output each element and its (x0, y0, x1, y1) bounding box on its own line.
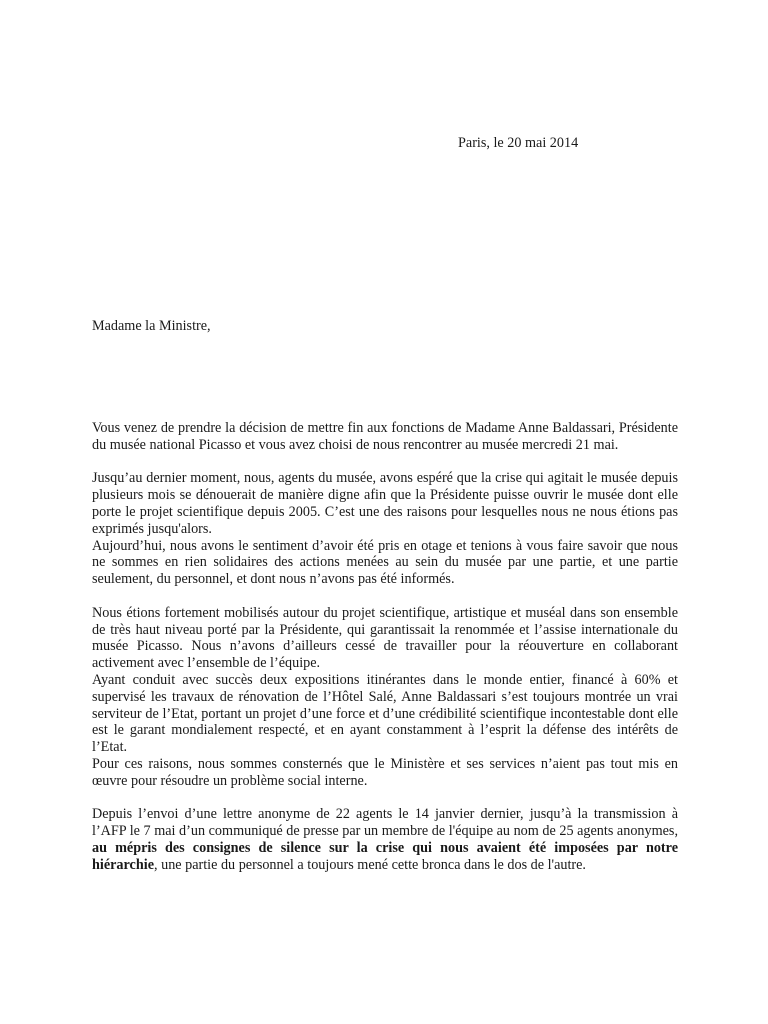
paragraph-anonymous-letter-start: Depuis l’envoi d’une lettre anonyme de 22 agents le 14 janvier dernier, jusqu’à la transmission à l’AFP le 7 mai d’un communiqué de presse par un membre de l'équipe au nom de 25 agents anonymes, (92, 806, 678, 840)
paragraph-gap (92, 454, 678, 471)
paragraph-hope: Jusqu’au dernier moment, nous, agents du musée, avons espéré que la crise qui agitait le musée depuis plusieurs mois se dénouerait de manière digne afin que la Présidente puisse ouvrir le musée dont elle porte le projet scientifique depuis 2005. C’est une des raisons pour lesquelles nous ne nous étions pas exprimés jusqu'alors. (92, 470, 678, 537)
paragraph-anonymous-letter-end: , une partie du personnel a toujours mené cette bronca dans le dos de l'autre. (154, 856, 586, 873)
paragraph-anonymous-letter (92, 806, 678, 873)
paragraph-consternation: Pour ces raisons, nous sommes consternés que le Ministère et ses services n’aient pas tout mis en œuvre pour résoudre un problème social interne. (92, 755, 678, 789)
paragraph-gap (92, 790, 678, 807)
letter-date: Paris, le 20 mai 2014 (458, 135, 579, 151)
paragraph-hostage: Aujourd’hui, nous avons le sentiment d’avoir été pris en otage et tenions à vous faire savoir que nous ne sommes en rien solidaires des actions menées au sein du musée par une partie, et une partie seulement, du personnel, et dont nous n’avons pas été informés. (92, 537, 678, 588)
letter-body (92, 420, 678, 874)
letter-salutation: Madame la Ministre, (92, 318, 211, 334)
paragraph-achievements: Ayant conduit avec succès deux expositions itinérantes dans le monde entier, financé à 60% et supervisé les travaux de rénovation de l’Hôtel Salé, Anne Baldassari s’est toujours montrée un vrai serviteur de l’Etat, portant un projet d’une force et d’une crédibilité scientifique incontestable dont elle est le garant mondialement respecté, et en ayant constamment à l’esprit la défense des intérêts de l’Etat. (92, 671, 678, 756)
paragraph-gap (92, 588, 678, 605)
paragraph-anonymous-letter-emphasis: au mépris des consignes de silence sur la crise qui nous avaient été imposées par notre hiérarchie (92, 839, 678, 873)
paragraph-mobilisation: Nous étions fortement mobilisés autour du projet scientifique, artistique et muséal dans son ensemble de très haut niveau porté par la Présidente, qui garantissait la renommée et l’assise internationale du musée Picasso. Nous n’avons d’ailleurs cessé de travailler pour la réouverture en collaborant activement avec l’ensemble de l’équipe. (92, 604, 678, 672)
paragraph-dismissal: Vous venez de prendre la décision de mettre fin aux fonctions de Madame Anne Baldassari, Présidente du musée national Picasso et vous avez choisi de nous rencontrer au musée mercredi 21 mai. (92, 420, 678, 453)
